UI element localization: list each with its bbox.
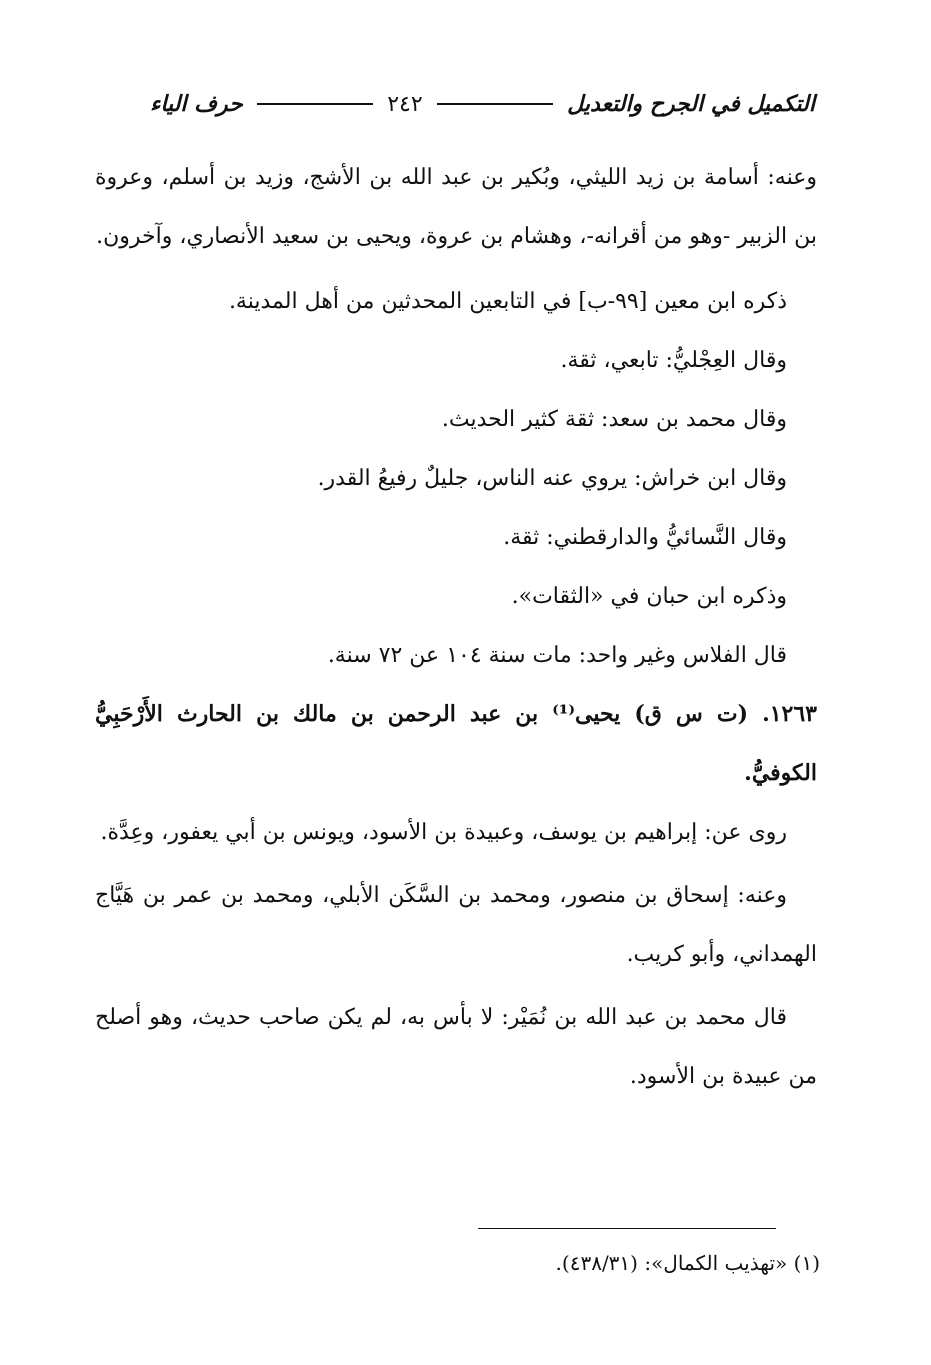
paragraph: وقال النَّسائيُّ والدارقطني: ثقة.	[503, 525, 787, 550]
paragraph: قال محمد بن عبد الله بن نُمَيْر: لا بأس به، لم يكن صاحب حديث، وهو أصلح من عبيدة بن الأسود.	[95, 1005, 817, 1089]
paragraph: ذكره ابن معين [٩٩-ب] في التابعين المحدثين من أهل المدينة.	[228, 289, 787, 314]
main-text	[95, 148, 817, 1106]
header-divider	[437, 103, 554, 105]
header-divider	[257, 103, 374, 105]
book-title: التكميل في الجرح والتعديل	[567, 91, 815, 117]
paragraph: وقال العِجْليُّ: تابعي، ثقة.	[560, 348, 787, 373]
paragraph: وعنه: أسامة بن زيد الليثي، وبُكير بن عبد الله بن الأشج، وزيد بن أسلم، وعروة بن الزبير -وهو من أقرانه-، وهشام بن عروة، ويحيى بن سعيد الأنصاري، وآخرون.	[95, 165, 817, 249]
paragraph: وقال محمد بن سعد: ثقة كثير الحديث.	[441, 407, 787, 432]
entry-heading: ١٢٦٣. (ت س ق) يحيى⁽¹⁾ بن عبد الرحمن بن مالك بن الحارث الأَرْحَبِيُّ الكوفيُّ.	[95, 701, 817, 786]
paragraph: وقال ابن خراش: يروي عنه الناس، جليلٌ رفيعُ القدر.	[317, 466, 787, 491]
paragraph: وعنه: إسحاق بن منصور، ومحمد بن السَّكَن الأبلي، ومحمد بن عمر بن هَيَّاج الهمداني، وأبو كريب.	[95, 883, 817, 967]
page-number: ٢٤٢	[387, 91, 423, 117]
paragraph: روى عن: إبراهيم بن يوسف، وعبيدة بن الأسود، ويونس بن أبي يعفور، وعِدَّة.	[100, 820, 787, 845]
paragraph: وذكره ابن حبان في «الثقات».	[511, 584, 787, 609]
running-header	[150, 84, 815, 124]
footnote: (١) «تهذيب الكمال»: (٤٣٨/٣١).	[555, 1251, 820, 1275]
footnote-separator	[478, 1228, 776, 1229]
paragraph: قال الفلاس وغير واحد: مات سنة ١٠٤ عن ٧٢ سنة.	[327, 643, 787, 668]
section-title: حرف الياء	[149, 91, 243, 117]
